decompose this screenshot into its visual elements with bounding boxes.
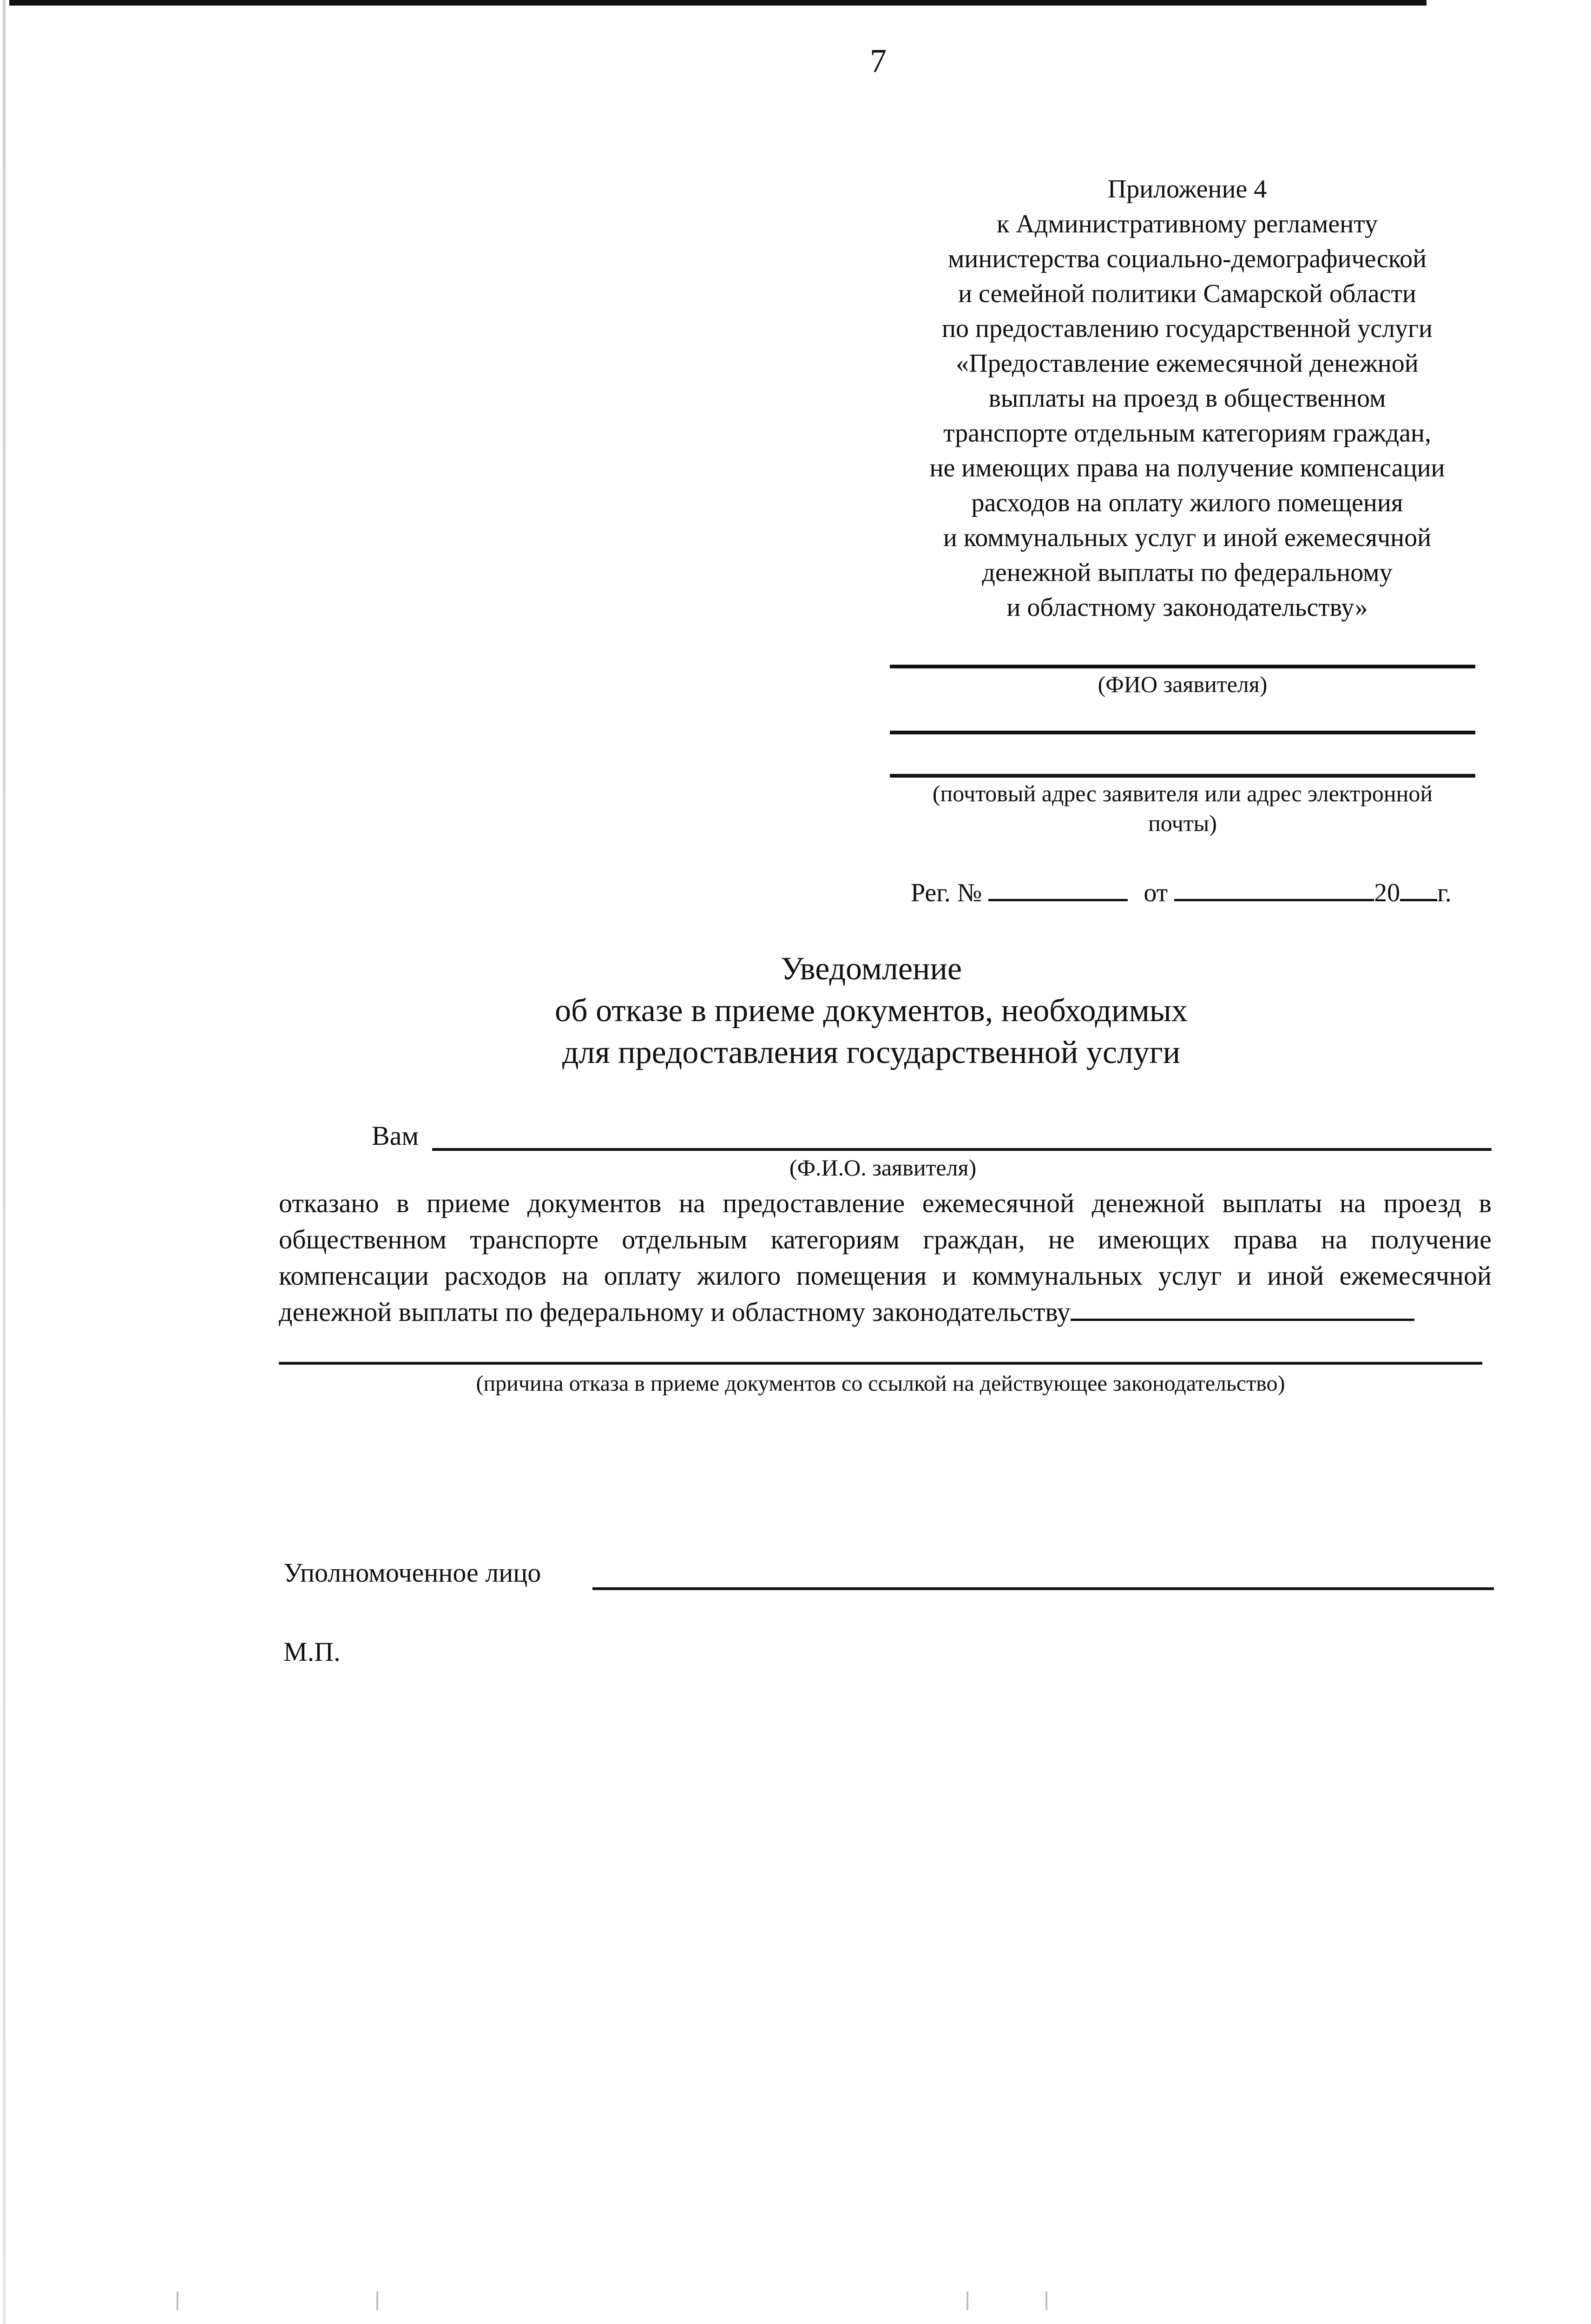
reg-year-suffix: г. [1437, 878, 1452, 907]
reg-date-field[interactable] [1174, 874, 1374, 901]
reg-date-label: от [1144, 878, 1168, 907]
notice-title [418, 948, 1324, 1074]
authorized-person-label: Уполномоченное лицо [283, 1558, 541, 1588]
applicant-fio-field[interactable] [890, 665, 1475, 668]
refusal-text [279, 1185, 1492, 1330]
appendix-line: по предоставлению государственной услуги [942, 314, 1433, 343]
authorized-person-field[interactable] [592, 1587, 1494, 1590]
appendix-line: транспорте отдельным категориям граждан, [943, 419, 1431, 448]
reg-year-field[interactable] [1400, 874, 1437, 901]
refusal-reason-field-inline[interactable] [1071, 1296, 1414, 1321]
appendix-line: и областному законодательству» [1006, 593, 1368, 622]
appendix-line: «Предоставление ежемесячной денежной [956, 349, 1419, 378]
title-line: Уведомление [780, 951, 962, 987]
refusal-reason-field[interactable] [279, 1362, 1482, 1365]
scan-artifact [1045, 2291, 1047, 2310]
scan-artifact [376, 2291, 378, 2310]
appendix-line: Приложение 4 [1107, 175, 1267, 204]
title-line: об отказе в приеме документов, необходимых [555, 993, 1188, 1029]
applicant-address-caption [890, 779, 1475, 838]
applicant-fio-caption: (ФИО заявителя) [1098, 671, 1268, 697]
title-line: для предоставления государственной услуги [562, 1035, 1181, 1070]
appendix-line: расходов на оплату жилого помещения [971, 489, 1403, 517]
reg-number-label: Рег. № [911, 878, 982, 907]
recipient-label: Вам [372, 1121, 419, 1151]
address-caption-line: почты) [1148, 810, 1217, 836]
appendix-line: и коммунальных услуг и иной ежемесячной [943, 523, 1432, 552]
scan-left-edge [3, 0, 6, 2324]
reg-year-prefix: 20 [1374, 878, 1400, 907]
scan-top-border [9, 0, 1427, 6]
applicant-address-field-1[interactable] [890, 731, 1475, 734]
appendix-line: министерства социально-демографической [947, 244, 1427, 273]
appendix-line: к Административному регламенту [997, 210, 1378, 238]
appendix-line: выплаты на проезд в общественном [988, 384, 1386, 413]
address-caption-line: (почтовый адрес заявителя или адрес электронной [932, 780, 1433, 806]
appendix-block [878, 172, 1496, 625]
registration-line [911, 874, 1473, 908]
reg-number-field[interactable] [988, 874, 1128, 901]
recipient-fio-caption: (Ф.И.О. заявителя) [789, 1155, 977, 1181]
seal-label: М.П. [283, 1637, 341, 1667]
page-number: 7 [870, 42, 887, 79]
appendix-line: и семейной политики Самарской области [958, 279, 1416, 308]
appendix-line: денежной выплаты по федеральному [982, 558, 1393, 587]
recipient-fio-field[interactable] [432, 1148, 1492, 1151]
applicant-address-field-2[interactable] [890, 774, 1475, 778]
scan-artifact [177, 2291, 178, 2310]
appendix-line: не имеющих права на получение компенсации [929, 454, 1445, 482]
refusal-body: отказано в приеме документов на предоставление ежемесячной денежной выплаты на проезд в общественном транспорте отдельным категориям граждан, не имеющих права на получение компенсации расходов на оплату жилого помещения и коммунальных услуг и иной ежемесячной денежной выплаты по федеральному и областному законодательству [279, 1188, 1492, 1327]
scan-artifact [966, 2291, 968, 2310]
refusal-reason-caption: (причина отказа в приеме документов со ссылкой на действующее законодательство) [476, 1371, 1285, 1396]
